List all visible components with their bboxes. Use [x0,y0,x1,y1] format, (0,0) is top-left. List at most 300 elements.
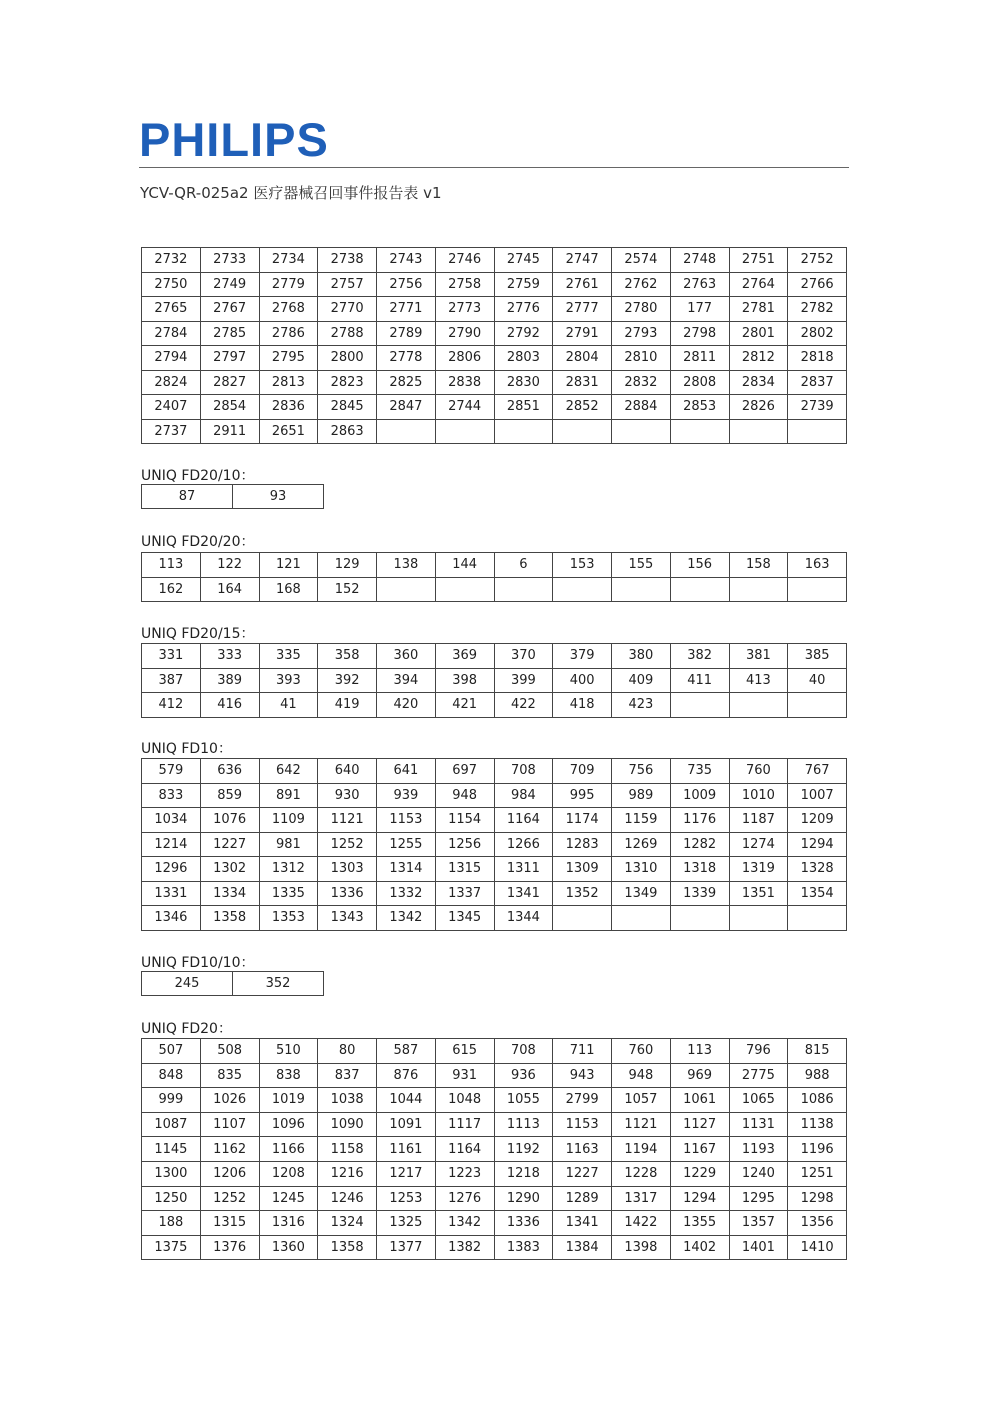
table-cell: 756 [612,759,671,784]
table-cell: 2749 [200,272,259,297]
table-cell: 2734 [259,248,318,273]
table-cell: 1384 [553,1235,612,1260]
serial-table-fd20-20 [141,552,847,602]
table-cell: 2837 [788,370,847,395]
table-cell: 1349 [612,881,671,906]
table-cell: 2911 [200,419,259,444]
table-cell: 1113 [494,1112,553,1137]
table-cell: 948 [435,783,494,808]
serial-table-continued [141,247,847,444]
section-label-fd10-10: UNIQ FD10/10： [141,955,255,971]
table-cell: 735 [670,759,729,784]
table-cell: 1324 [318,1211,377,1236]
table-cell: 398 [435,668,494,693]
table-cell: 2782 [788,297,847,322]
table-cell: 382 [670,644,729,669]
table-cell: 1076 [200,808,259,833]
table-cell: 989 [612,783,671,808]
table-cell: 418 [553,693,612,718]
table-row [142,783,847,808]
table-cell: 2746 [435,248,494,273]
table-cell: 1227 [200,832,259,857]
table-cell: 2765 [142,297,201,322]
table-cell: 1310 [612,857,671,882]
table-cell: 1154 [435,808,494,833]
table-cell: 2832 [612,370,671,395]
table-cell: 2756 [377,272,436,297]
table-cell: 1057 [612,1088,671,1113]
table-cell: 2838 [435,370,494,395]
table-cell: 642 [259,759,318,784]
table-cell: 2757 [318,272,377,297]
table-cell: 1251 [788,1161,847,1186]
table-cell [612,906,671,931]
table-cell: 379 [553,644,612,669]
serial-table-fd10-10 [141,971,324,996]
table-cell: 2791 [553,321,612,346]
table-cell: 2732 [142,248,201,273]
table-cell: 1398 [612,1235,671,1260]
table-cell: 796 [729,1039,788,1064]
table-row [142,485,324,509]
table-cell: 1282 [670,832,729,857]
table-cell: 969 [670,1063,729,1088]
table-cell: 2775 [729,1063,788,1088]
table-cell: 394 [377,668,436,693]
table-cell: 1336 [494,1211,553,1236]
table-cell: 1159 [612,808,671,833]
table-cell [729,693,788,718]
table-row [142,693,847,718]
table-cell: 2651 [259,419,318,444]
table-cell: 2767 [200,297,259,322]
table-cell: 984 [494,783,553,808]
table-cell: 2770 [318,297,377,322]
table-cell: 1266 [494,832,553,857]
table-cell: 2743 [377,248,436,273]
table-cell: 393 [259,668,318,693]
table-cell: 697 [435,759,494,784]
table-cell: 2776 [494,297,553,322]
table-cell: 2733 [200,248,259,273]
table-cell: 121 [259,553,318,578]
serial-table-fd20 [141,1038,847,1260]
table-cell: 6 [494,553,553,578]
table-cell: 2812 [729,346,788,371]
table-cell: 412 [142,693,201,718]
table-cell: 2759 [494,272,553,297]
table-cell: 939 [377,783,436,808]
table-cell: 1153 [377,808,436,833]
table-cell: 641 [377,759,436,784]
table-cell: 2795 [259,346,318,371]
section-label-fd20-10: UNIQ FD20/10： [141,468,255,484]
table-cell: 2751 [729,248,788,273]
table-cell: 981 [259,832,318,857]
table-cell: 2803 [494,346,553,371]
table-row [142,553,847,578]
table-cell: 1375 [142,1235,201,1260]
table-cell: 1256 [435,832,494,857]
table-cell: 2836 [259,395,318,420]
table-row [142,297,847,322]
table-cell: 2798 [670,321,729,346]
table-cell: 1325 [377,1211,436,1236]
table-cell: 1214 [142,832,201,857]
table-cell: 1298 [788,1186,847,1211]
table-cell: 708 [494,759,553,784]
table-cell: 1312 [259,857,318,882]
table-cell: 122 [200,553,259,578]
table-cell: 988 [788,1063,847,1088]
table-cell: 333 [200,644,259,669]
table-cell: 1166 [259,1137,318,1162]
table-cell: 1344 [494,906,553,931]
table-cell: 999 [142,1088,201,1113]
table-cell: 1055 [494,1088,553,1113]
table-row [142,972,324,996]
table-cell: 1335 [259,881,318,906]
table-cell: 1218 [494,1161,553,1186]
table-cell: 41 [259,693,318,718]
table-cell: 1164 [435,1137,494,1162]
table-cell: 1255 [377,832,436,857]
table-row [142,1112,847,1137]
table-cell: 1216 [318,1161,377,1186]
table-cell: 1192 [494,1137,553,1162]
table-cell: 1034 [142,808,201,833]
table-cell: 1319 [729,857,788,882]
table-cell: 2739 [788,395,847,420]
table-cell: 2574 [612,248,671,273]
table-cell: 2763 [670,272,729,297]
table-cell: 1295 [729,1186,788,1211]
table-cell: 1162 [200,1137,259,1162]
table-cell: 2825 [377,370,436,395]
table-row [142,346,847,371]
table-cell: 1176 [670,808,729,833]
table-row [142,1039,847,1064]
table-cell: 848 [142,1063,201,1088]
table-cell: 1353 [259,906,318,931]
table-cell: 2785 [200,321,259,346]
section-label-fd20-15: UNIQ FD20/15： [141,626,255,642]
table-cell: 162 [142,577,201,602]
table-row [142,272,847,297]
table-cell: 1352 [553,881,612,906]
table-row [142,1235,847,1260]
table-cell: 1343 [318,906,377,931]
table-cell [612,419,671,444]
table-cell: 1315 [435,857,494,882]
table-cell: 2863 [318,419,377,444]
table-cell: 138 [377,553,436,578]
table-cell [377,419,436,444]
table-cell: 1332 [377,881,436,906]
table-cell: 419 [318,693,377,718]
table-cell: 2779 [259,272,318,297]
table-cell: 411 [670,668,729,693]
table-cell: 2790 [435,321,494,346]
table-cell: 369 [435,644,494,669]
document-title: YCV-QR-025a2 医疗器械召回事件报告表 v1 [140,184,442,202]
table-cell [612,577,671,602]
table-cell: 144 [435,553,494,578]
table-cell: 381 [729,644,788,669]
table-cell: 2854 [200,395,259,420]
table-row [142,906,847,931]
table-cell: 1302 [200,857,259,882]
table-cell: 2793 [612,321,671,346]
table-cell: 1334 [200,881,259,906]
table-cell: 416 [200,693,259,718]
table-cell: 510 [259,1039,318,1064]
table-cell: 837 [318,1063,377,1088]
table-cell: 1342 [377,906,436,931]
table-cell: 1358 [200,906,259,931]
table-cell: 2799 [553,1088,612,1113]
table-row [142,321,847,346]
table-cell: 1336 [318,881,377,906]
table-cell: 1294 [788,832,847,857]
table-cell: 1351 [729,881,788,906]
table-cell: 1127 [670,1112,729,1137]
table-cell: 2771 [377,297,436,322]
table-cell: 636 [200,759,259,784]
table-cell: 352 [233,972,324,996]
table-cell: 370 [494,644,553,669]
section-label-fd20-20: UNIQ FD20/20： [141,534,255,550]
table-cell: 80 [318,1039,377,1064]
table-cell: 1245 [259,1186,318,1211]
table-cell: 1274 [729,832,788,857]
table-cell: 245 [142,972,233,996]
table-cell: 2738 [318,248,377,273]
table-cell: 2802 [788,321,847,346]
table-cell: 1109 [259,808,318,833]
table-cell: 2826 [729,395,788,420]
table-cell: 2748 [670,248,729,273]
table-cell: 168 [259,577,318,602]
section-label-fd10: UNIQ FD10： [141,741,232,757]
table-cell: 1163 [553,1137,612,1162]
table-cell: 760 [612,1039,671,1064]
table-cell: 1010 [729,783,788,808]
table-cell: 1354 [788,881,847,906]
table-cell: 1253 [377,1186,436,1211]
table-row [142,1063,847,1088]
table-cell: 1061 [670,1088,729,1113]
table-cell: 1311 [494,857,553,882]
table-cell: 188 [142,1211,201,1236]
philips-logo: PHILIPS [139,113,329,166]
table-cell: 1121 [318,808,377,833]
table-cell: 1048 [435,1088,494,1113]
table-cell: 1019 [259,1088,318,1113]
table-cell: 1377 [377,1235,436,1260]
table-cell: 2804 [553,346,612,371]
table-cell: 1164 [494,808,553,833]
table-row [142,395,847,420]
table-cell: 2781 [729,297,788,322]
table-cell [553,577,612,602]
table-cell: 1296 [142,857,201,882]
table-cell: 1314 [377,857,436,882]
table-cell: 113 [142,553,201,578]
table-cell: 2853 [670,395,729,420]
table-cell: 156 [670,553,729,578]
table-cell [494,577,553,602]
table-cell: 387 [142,668,201,693]
table-cell: 1174 [553,808,612,833]
table-cell: 2752 [788,248,847,273]
table-cell: 2800 [318,346,377,371]
table-cell: 2852 [553,395,612,420]
table-cell: 93 [233,485,324,509]
table-cell [553,906,612,931]
table-cell: 1252 [200,1186,259,1211]
table-cell: 1337 [435,881,494,906]
table-row [142,857,847,882]
table-cell: 1341 [494,881,553,906]
table-cell: 1316 [259,1211,318,1236]
table-cell: 1355 [670,1211,729,1236]
header-divider [139,167,849,168]
table-cell [377,577,436,602]
table-cell: 2784 [142,321,201,346]
table-cell: 421 [435,693,494,718]
table-cell: 1131 [729,1112,788,1137]
table-cell: 709 [553,759,612,784]
table-cell: 2780 [612,297,671,322]
table-cell: 2750 [142,272,201,297]
table-cell: 2827 [200,370,259,395]
table-cell: 2834 [729,370,788,395]
table-cell: 708 [494,1039,553,1064]
table-cell: 2764 [729,272,788,297]
table-cell: 2851 [494,395,553,420]
table-cell [553,419,612,444]
section-label-fd20: UNIQ FD20： [141,1021,232,1037]
table-cell: 1091 [377,1112,436,1137]
table-cell [788,693,847,718]
table-cell: 1208 [259,1161,318,1186]
table-cell: 87 [142,485,233,509]
table-cell: 1117 [435,1112,494,1137]
table-cell: 1228 [612,1161,671,1186]
table-row [142,1186,847,1211]
table-cell: 2845 [318,395,377,420]
table-cell: 413 [729,668,788,693]
table-cell: 1240 [729,1161,788,1186]
table-cell: 1246 [318,1186,377,1211]
table-cell: 2766 [788,272,847,297]
table-cell: 2818 [788,346,847,371]
table-cell: 1087 [142,1112,201,1137]
table-cell: 1223 [435,1161,494,1186]
table-cell: 1227 [553,1161,612,1186]
table-cell: 2737 [142,419,201,444]
table-cell [729,419,788,444]
table-cell [435,577,494,602]
table-cell: 1044 [377,1088,436,1113]
table-cell: 1290 [494,1186,553,1211]
table-cell: 1358 [318,1235,377,1260]
table-cell: 2830 [494,370,553,395]
table-cell: 1038 [318,1088,377,1113]
table-cell: 1196 [788,1137,847,1162]
table-cell: 948 [612,1063,671,1088]
table-cell: 1153 [553,1112,612,1137]
table-cell [435,419,494,444]
table-cell: 1276 [435,1186,494,1211]
table-cell: 838 [259,1063,318,1088]
table-cell: 767 [788,759,847,784]
table-cell: 2407 [142,395,201,420]
table-row [142,832,847,857]
table-cell: 995 [553,783,612,808]
table-cell: 1383 [494,1235,553,1260]
table-cell: 380 [612,644,671,669]
table-cell: 1209 [788,808,847,833]
table-cell: 1360 [259,1235,318,1260]
table-cell: 1315 [200,1211,259,1236]
table-cell: 507 [142,1039,201,1064]
table-cell: 2806 [435,346,494,371]
table-cell: 1300 [142,1161,201,1186]
table-cell: 2797 [200,346,259,371]
table-cell: 2811 [670,346,729,371]
table-cell: 399 [494,668,553,693]
table-cell: 1009 [670,783,729,808]
table-cell: 389 [200,668,259,693]
table-cell: 1422 [612,1211,671,1236]
table-cell: 1328 [788,857,847,882]
table-cell: 2884 [612,395,671,420]
table-cell [670,577,729,602]
table-cell: 1187 [729,808,788,833]
table-cell: 385 [788,644,847,669]
table-cell: 164 [200,577,259,602]
table-cell: 2778 [377,346,436,371]
table-cell: 1167 [670,1137,729,1162]
table-cell: 943 [553,1063,612,1088]
table-cell: 1193 [729,1137,788,1162]
table-cell: 1026 [200,1088,259,1113]
table-cell: 40 [788,668,847,693]
table-cell: 2810 [612,346,671,371]
table-cell: 1145 [142,1137,201,1162]
table-cell: 508 [200,1039,259,1064]
table-cell: 1303 [318,857,377,882]
table-cell: 1294 [670,1186,729,1211]
table-cell [670,906,729,931]
table-row [142,370,847,395]
table-cell: 711 [553,1039,612,1064]
table-cell: 1107 [200,1112,259,1137]
table-cell: 1206 [200,1161,259,1186]
table-cell [788,419,847,444]
table-cell: 835 [200,1063,259,1088]
table-cell: 1065 [729,1088,788,1113]
table-row [142,881,847,906]
table-row [142,1211,847,1236]
table-cell: 2773 [435,297,494,322]
table-cell: 891 [259,783,318,808]
serial-table-fd20-10 [141,484,324,509]
table-cell: 1318 [670,857,729,882]
table-cell [788,906,847,931]
